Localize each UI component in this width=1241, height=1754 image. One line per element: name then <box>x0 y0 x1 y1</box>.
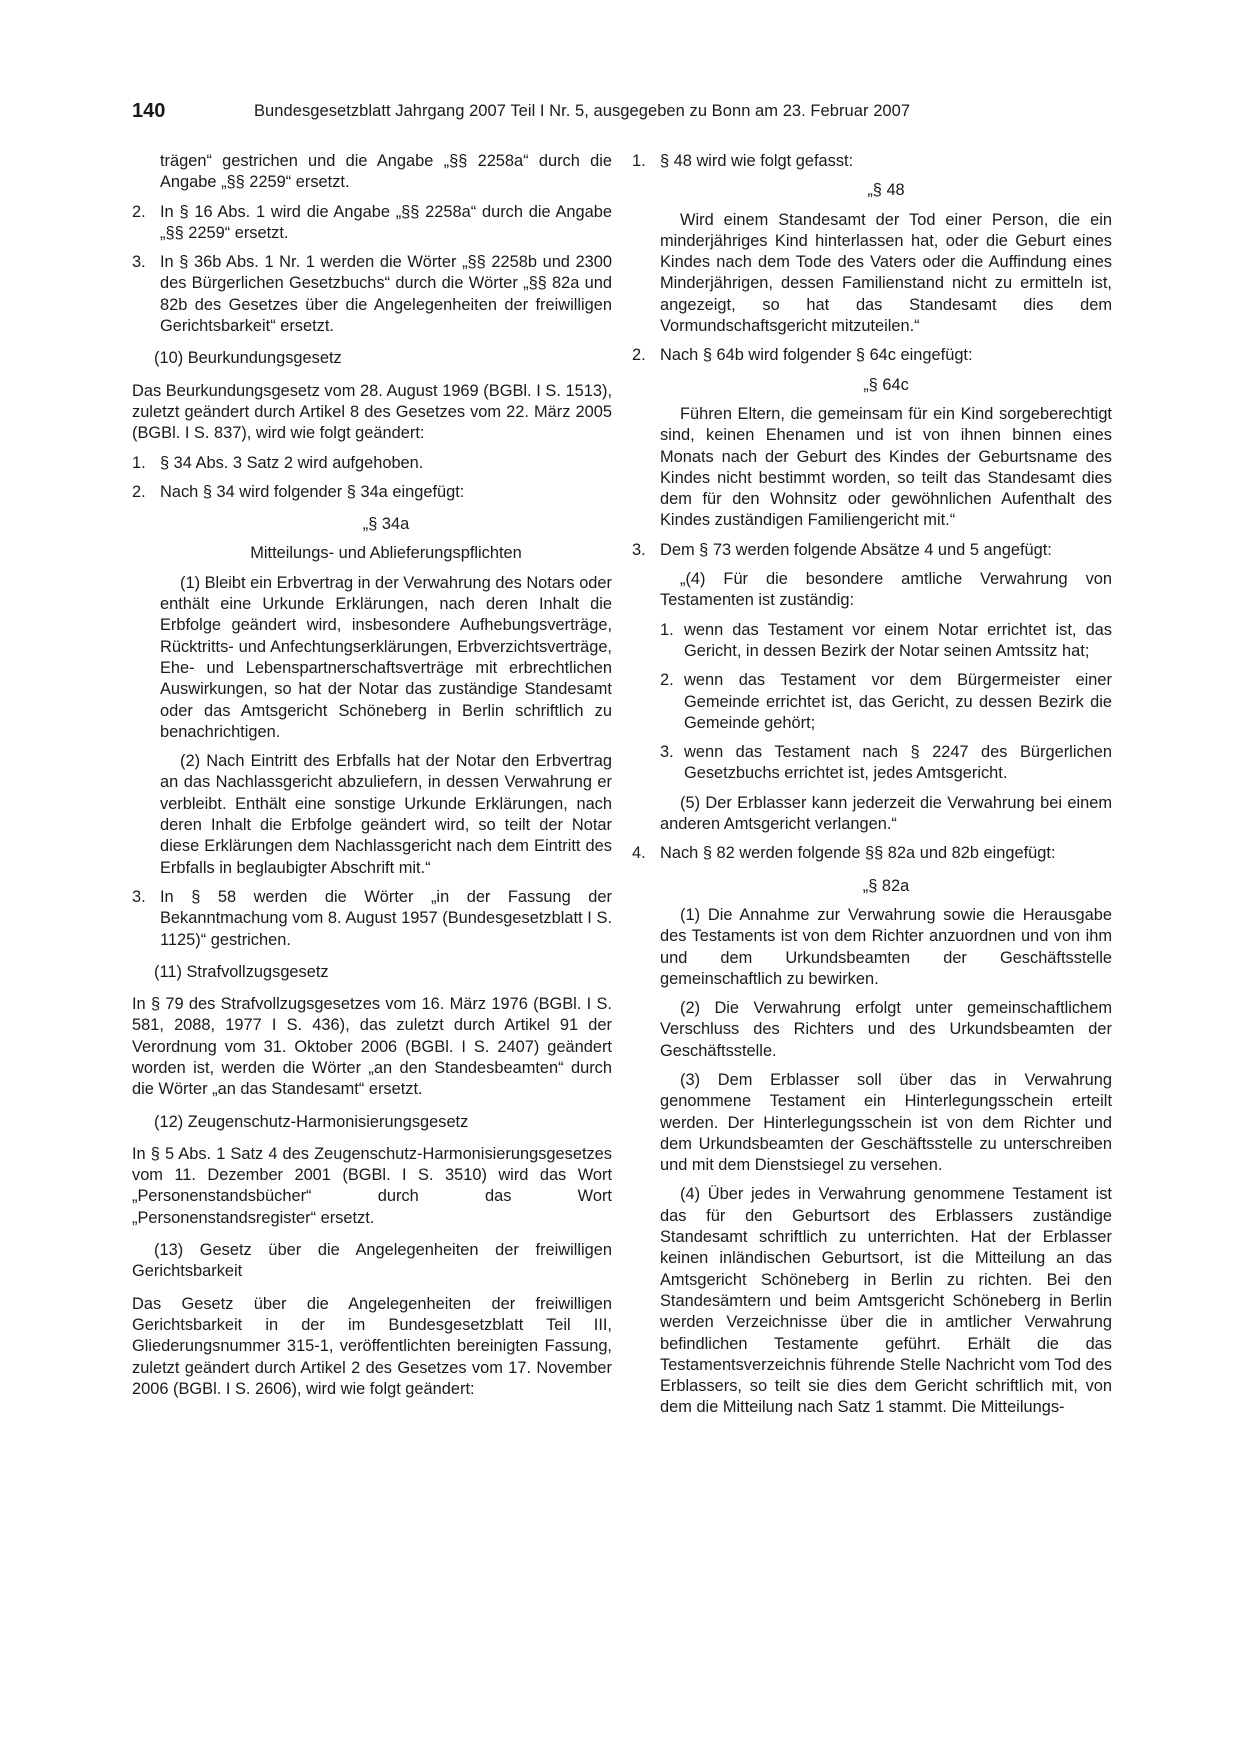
paragraph: In § 79 des Strafvollzugsgesetzes vom 16. März 1976 (BGBl. I S. 581, 2088, 1977 I S. 436), das zuletzt durch Artikel 91 der Verordnung vom 31. Oktober 2006 (BGBl. I S. 2407) geändert worden ist, werden die Wörter „an den Standesbeamten“ durch die Wörter „an das Standesamt“ ersetzt. <box>132 995 612 1099</box>
section-title: Mitteilungs- und Ablieferungspflichten <box>250 544 522 563</box>
page-number: 140 <box>132 100 166 122</box>
running-title: Bundesgesetzblatt Jahrgang 2007 Teil I Nr. 5, ausgegeben zu Bonn am 23. Februar 2007 <box>254 102 911 120</box>
section-number: „§ 64c <box>863 375 909 394</box>
section-number: „§ 82a <box>862 876 910 895</box>
list-item <box>632 670 1112 734</box>
list-item <box>132 252 612 337</box>
section-heading: (11) Strafvollzugsgesetz <box>154 962 329 981</box>
paragraph: (2) Die Verwahrung erfolgt unter gemeinschaftlichem Verschluss des Richters und des Urkundsbeamten der Geschäftsstelle. <box>660 999 1112 1060</box>
list-text: Nach § 64b wird folgender § 64c eingefügt: <box>660 346 973 365</box>
list-text: Nach § 34 wird folgender § 34a eingefügt: <box>160 482 465 501</box>
section-heading: (13) Gesetz über die Angelegenheiten der freiwilligen Gerichtsbarkeit <box>132 1241 612 1281</box>
right-column <box>632 151 1112 1419</box>
list-text: In § 36b Abs. 1 Nr. 1 werden die Wörter „§§ 2258b und 2300 des Bürgerlichen Gesetzbuchs“ durch die Wörter „§§ 82a und 82b des Gesetzes über die Angelegenheiten der freiwilligen Gerichtsbarkeit“ ersetzt. <box>160 253 612 336</box>
list-item <box>632 742 1112 785</box>
list-text: § 34 Abs. 3 Satz 2 wird aufgehoben. <box>160 453 424 472</box>
paragraph: (1) Die Annahme zur Verwahrung sowie die Herausgabe des Testaments ist von dem Richter anzuordnen und von ihm und dem Urkundsbeamten der Geschäftsstelle gemeinschaftlich zu bewirken. <box>660 905 1112 988</box>
section-number: „§ 34a <box>362 515 410 534</box>
list-text: In § 16 Abs. 1 wird die Angabe „§§ 2258a“ durch die Angabe „§§ 2259“ ersetzt. <box>160 202 612 242</box>
paragraph: (5) Der Erblasser kann jederzeit die Verwahrung bei einem anderen Amtsgericht verlangen.“ <box>660 793 1112 834</box>
paragraph: (3) Dem Erblasser soll über das in Verwahrung genommene Testament ein Hinterlegungsschein erteilt werden. Der Hinterlegungsschein ist von dem Richter und dem Urkundsbeamten der Geschäftsstelle zu unterschreiben und mit dem Dienstsiegel zu versehen. <box>660 1070 1112 1175</box>
list-item <box>132 887 612 951</box>
list-number: 2. <box>660 671 674 690</box>
paragraph: (1) Bleibt ein Erbvertrag in der Verwahrung des Notars oder enthält eine Urkunde Erklärungen, nach deren Inhalt die Erbfolge geändert wird, insbesondere Aufhebungsverträge, Rücktritts- und Anfechtungserklärungen, Erbverzichtsverträge, Ehe- und Lebenspartnerschaftsverträge mit erbrechtlichen Auswirkungen, so hat der Notar das zuständige Standesamt oder das Amtsgericht Schöneberg in Berlin schriftlich zu benachrichtigen. <box>160 573 612 741</box>
list-item <box>132 482 612 503</box>
paragraph: In § 5 Abs. 1 Satz 4 des Zeugenschutz-Harmonisierungsgesetzes vom 11. Dezember 2001 (BGBl. I S. 3510) wird das Wort „Personenstandsbücher“ durch das Wort „Personenstandsregister“ ersetzt. <box>132 1144 612 1227</box>
list-number: 1. <box>632 152 646 170</box>
list-number: 1. <box>660 620 674 639</box>
section-heading: (12) Zeugenschutz-Harmonisierungsgesetz <box>154 1112 469 1131</box>
list-number: 2. <box>632 346 646 365</box>
paragraph: „(4) Für die besondere amtliche Verwahrung von Testamenten ist zuständig: <box>660 570 1112 610</box>
list-text: Dem § 73 werden folgende Absätze 4 und 5 angefügt: <box>660 540 1052 559</box>
paragraph: Wird einem Standesamt der Tod einer Person, die ein minderjähriges Kind hinterlassen hat, oder die Geburt eines Kindes nach dem Tode des Vaters oder die Auffindung eines Minderjährigen, dessen Familienstand nicht zu ermitteln ist, angezeigt, so hat das Standesamt dies dem Vormundschaftsgericht mitzuteilen.“ <box>660 210 1112 336</box>
paragraph: Das Beurkundungsgesetz vom 28. August 1969 (BGBl. I S. 1513), zuletzt geändert durch Artikel 8 des Gesetzes vom 22. März 2005 (BGBl. I S. 837), wird wie folgt geändert: <box>132 381 612 443</box>
list-item <box>632 843 1112 864</box>
list-number: 4. <box>632 844 646 863</box>
list-number: 2. <box>132 202 146 221</box>
list-item <box>132 202 612 245</box>
list-text: Nach § 82 werden folgende §§ 82a und 82b eingefügt: <box>660 844 1056 863</box>
left-column <box>132 151 612 1400</box>
paragraph: Das Gesetz über die Angelegenheiten der freiwilligen Gerichtsbarkeit in der im Bundesgesetzblatt Teil III, Gliederungsnummer 315-1, veröffentlichten bereinigten Fassung, zuletzt geändert durch Artikel 2 des Gesetzes vom 17. November 2006 (BGBl. I S. 2606), wird wie folgt geändert: <box>132 1294 612 1398</box>
list-number: 3. <box>660 743 674 762</box>
list-text: wenn das Testament vor dem Bürgermeister einer Gemeinde errichtet ist, das Gericht, zu dessen Bezirk die Gemeinde gehört; <box>684 671 1112 732</box>
list-item <box>132 453 612 474</box>
paragraph: trägen“ gestrichen und die Angabe „§§ 2258a“ durch die Angabe „§§ 2259“ ersetzt. <box>160 152 612 192</box>
list-number: 3. <box>632 540 646 559</box>
list-item <box>632 540 1112 561</box>
list-item <box>632 151 1112 172</box>
paragraph: (4) Über jedes in Verwahrung genommene Testament ist das für den Geburtsort des Erblassers zuständige Standesamt schriftlich zu unterrichten. Hat der Erblasser keinen inländischen Geburtsort, ist die Mitteilung an das Amtsgericht Schöneberg in Berlin zu richten. Bei den Standesämtern und beim Amtsgericht Schöneberg in Berlin werden Verzeichnisse über die in amtlicher Verwahrung befindlichen Testamente geführt. Erhält die das Testamentsverzeichnis führende Stelle Nachricht vom Tod des Erblassers, so teilt sie dies dem Gericht schriftlich mit, von dem die Mitteilung nach Satz 1 stammt. Die Mitteilungs- <box>660 1185 1112 1417</box>
list-text: § 48 wird wie folgt gefasst: <box>660 152 854 170</box>
list-text: In § 58 werden die Wörter „in der Fassung der Bekanntmachung vom 8. August 1957 (Bundesgesetzblatt I S. 1125)“ gestrichen. <box>160 887 612 949</box>
list-number: 1. <box>132 453 146 472</box>
section-heading: (10) Beurkundungsgesetz <box>154 349 342 368</box>
list-text: wenn das Testament vor einem Notar errichtet ist, das Gericht, in dessen Bezirk der Notar seinen Amtssitz hat; <box>684 620 1112 660</box>
paragraph: Führen Eltern, die gemeinsam für ein Kind sorgeberechtigt sind, keinen Ehenamen und ist von ihnen binnen eines Monats nach der Geburt des Kindes der Geburtsname des Kindes nicht bestimmt worden, so teilt das Standesamt dies dem für den Wohnsitz oder gewöhnlichen Aufenthalt des Kindes zuständigen Familiengericht mit.“ <box>660 404 1112 530</box>
section-number: „§ 48 <box>867 181 905 200</box>
list-number: 3. <box>132 887 146 906</box>
list-text: wenn das Testament nach § 2247 des Bürgerlichen Gesetzbuchs errichtet ist, jedes Amtsgericht. <box>684 743 1112 783</box>
paragraph: (2) Nach Eintritt des Erbfalls hat der Notar den Erbvertrag an das Nachlassgericht abzuliefern, in dessen Verwahrung er verbleibt. Enthält eine sonstige Urkunde Erklärungen, nach deren Inhalt die Erbfolge geändert wird, so teilt der Notar diese Erklärungen dem Nachlassgericht nach dem Eintritt des Erbfalls in beglaubigter Abschrift mit.“ <box>160 752 612 877</box>
list-item <box>632 620 1112 663</box>
list-item <box>632 345 1112 366</box>
list-number: 3. <box>132 253 146 272</box>
page-header <box>132 100 992 128</box>
list-number: 2. <box>132 482 146 501</box>
